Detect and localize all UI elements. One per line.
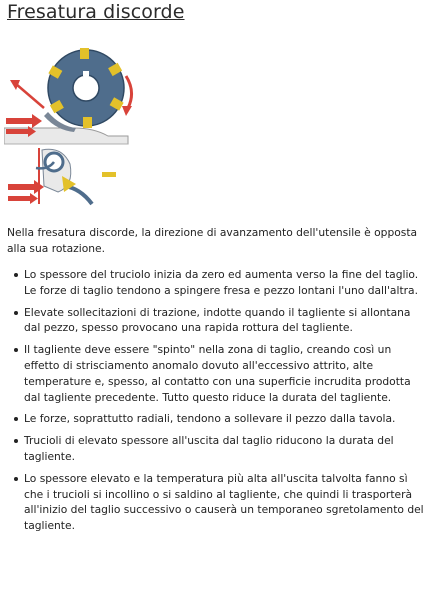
list-item-text: Trucioli di elevato spessore all'uscita dal taglio riducono la durata del tagliente. [24,434,394,463]
list-item-text: Lo spessore elevato e la temperatura più alta all'uscita talvolta fanno sì che i trucioli si incollino o si saldino al tagliente, che quindi li trasporterà all'inizio del taglio successivo o causerà un temporaneo sgretolamento del tagliente. [24,471,424,533]
bullet-dot-icon [14,439,18,443]
list-item [7,342,427,405]
list-item-text: Elevate sollecitazioni di trazione, indotte quando il tagliente si allontana dal pezzo, spesso provocano una rapida rottura del tagliente. [24,305,411,335]
page-title: Fresatura discorde [7,1,185,23]
bullet-dot-icon [14,417,18,421]
bullet-dot-icon [14,477,18,481]
list-item [7,411,427,427]
rotation-arrow [126,76,132,108]
list-item-text: Il tagliente deve essere "spinto" nella zona di taglio, creando così un effetto di strisciamento anomalo dovuto all'eccessivo attrito, alte temperature e, spesso, al contatto con una superficie incrudita prodotta dal tagliente precedente. Tutto questo riduce la durata del tagliente. [24,343,411,404]
milling-cutter [48,48,124,128]
insert-detail [8,148,116,204]
bullet-dot-icon [14,311,18,315]
list-item [7,267,427,299]
climb-milling-figure [4,36,144,208]
intro-paragraph: Nella fresatura discorde, la direzione di avanzamento dell'utensile è opposta alla sua rotazione. [7,226,418,255]
bullet-dot-icon [14,348,18,352]
list-item [7,433,427,465]
list-item-text: Le forze, soprattutto radiali, tendono a sollevare il pezzo dalla tavola. [24,412,396,426]
feed-direction-arrow [16,84,44,108]
list-item-text: Lo spessore del truciolo inizia da zero ed aumenta verso la fine del taglio. Le forze di taglio tendono a spingere fresa e pezzo lontani l'uno dall'altra. [24,268,419,297]
climb-milling-icon [4,36,144,208]
bullet-list [7,267,427,540]
list-item [7,471,427,534]
bullet-dot-icon [14,273,18,277]
list-item [7,305,427,337]
